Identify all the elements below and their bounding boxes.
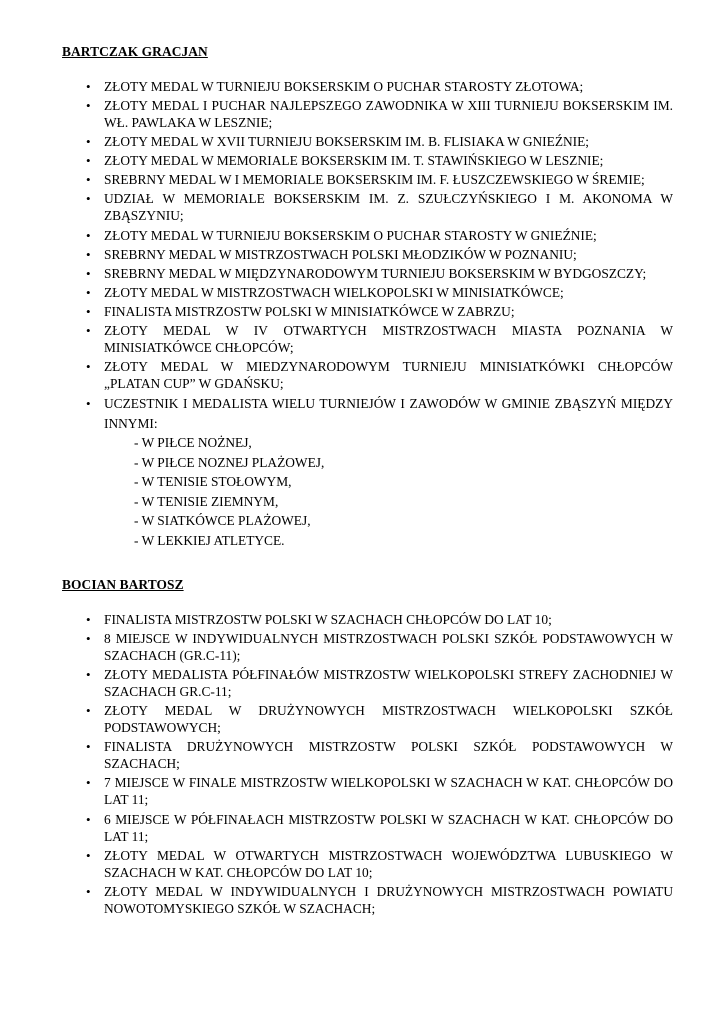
- section-heading: BARTCZAK GRACJAN: [62, 44, 208, 59]
- list-item: • ZŁOTY MEDAL I PUCHAR NAJLEPSZEGO ZAWODNIKA W XIII TURNIEJU BOKSERSKIM IM. WŁ. PAWLAKA W LESZNIE;: [86, 98, 673, 131]
- bullet-icon: •: [86, 883, 91, 899]
- list-item: • FINALISTA MISTRZOSTW POLSKI W SZACHACH CHŁOPCÓW DO LAT 10;: [86, 612, 552, 627]
- list-item: • ZŁOTY MEDAL W OTWARTYCH MISTRZOSTWACH WOJEWÓDZTWA LUBUSKIEGO W SZACHACH W KAT. CHŁOPCÓW DO LAT 10;: [86, 847, 673, 880]
- list-item: • ZŁOTY MEDAL W IV OTWARTYCH MISTRZOSTWACH MIASTA POZNANIA W MINISIATKÓWCE CHŁOPCÓW;: [86, 323, 673, 356]
- list-item: • ZŁOTY MEDAL W MIEDZYNARODOWYM TURNIEJU MINISIATKÓWKI CHŁOPCÓW „PLATAN CUP” W GDAŃSKU;: [86, 359, 673, 392]
- bullet-icon: •: [86, 847, 91, 863]
- list-item: • 6 MIEJSCE W PÓŁFINAŁACH MISTRZOSTW POLSKI W SZACHACH W KAT. CHŁOPCÓW DO LAT 11;: [86, 811, 673, 844]
- bullet-icon: •: [86, 134, 91, 150]
- list-item: • UDZIAŁ W MEMORIALE BOKSERSKIM IM. Z. SZUŁCZYŃSKIEGO I M. AKONOMA W ZBĄSZYNIU;: [86, 191, 673, 224]
- bullet-icon: •: [86, 775, 91, 791]
- list-item: • ZŁOTY MEDAL W XVII TURNIEJU BOKSERSKIM IM. B. FLISIAKA W GNIEŹNIE;: [86, 134, 590, 150]
- bullet-icon: •: [86, 265, 91, 281]
- sub-list-item: - W TENISIE ZIEMNYM,: [134, 493, 279, 509]
- bullet-icon: •: [86, 631, 91, 647]
- bullet-icon: •: [86, 191, 91, 207]
- bullet-icon: •: [86, 359, 91, 375]
- list-item: • 7 MIEJSCE W FINALE MISTRZOSTW WIELKOPOLSKI W SZACHACH W KAT. CHŁOPCÓW DO LAT 11;: [86, 775, 673, 808]
- list-item: • SREBRNY MEDAL W MIĘDZYNARODOWYM TURNIEJU BOKSERSKIM W BYDGOSZCZY;: [86, 265, 647, 281]
- list-item: • SREBRNY MEDAL W MISTRZOSTWACH POLSKI MŁODZIKÓW W POZNANIU;: [86, 246, 577, 262]
- bullet-icon: •: [86, 227, 91, 243]
- bullet-icon: •: [86, 396, 91, 412]
- list-item: • ZŁOTY MEDAL W MEMORIALE BOKSERSKIM IM. T. STAWIŃSKIEGO W LESZNIE;: [86, 153, 604, 169]
- sub-list: [104, 433, 673, 550]
- achievement-list: [0, 611, 725, 919]
- list-item: • 8 MIEJSCE W INDYWIDUALNYCH MISTRZOSTWACH POLSKI SZKÓŁ PODSTAWOWYCH W SZACHACH (GR.C-11);: [86, 631, 673, 664]
- list-item: • SREBRNY MEDAL W I MEMORIALE BOKSERSKIM IM. F. ŁUSZCZEWSKIEGO W ŚREMIE;: [86, 172, 645, 188]
- sub-list-item: - W PIŁCE NOZNEJ PLAŻOWEJ,: [134, 454, 325, 470]
- sub-list-item: - W PIŁCE NOŻNEJ,: [134, 435, 252, 451]
- list-item: • UCZESTNIK I MEDALISTA WIELU TURNIEJÓW I ZAWODÓW W GMINIE ZBĄSZYŃ MIĘDZY INNYMI: - W PIŁCE NOŻNEJ, - W PIŁCE NOZNEJ PLAŻOWEJ, - W TENISIE STOŁOWYM, - W TENISIE ZIEMNYM, - W SIATKÓWCE PLAŻOWEJ, - W LEKKIEJ ATLETYCE.: [0, 394, 725, 550]
- list-item: • ZŁOTY MEDAL W TURNIEJU BOKSERSKIM O PUCHAR STAROSTY ZŁOTOWA;: [86, 79, 584, 94]
- list-item: • FINALISTA DRUŻYNOWYCH MISTRZOSTW POLSKI SZKÓŁ PODSTAWOWYCH W SZACHACH;: [86, 739, 673, 772]
- bullet-icon: •: [86, 172, 91, 188]
- bullet-icon: •: [86, 739, 91, 755]
- bullet-icon: •: [86, 246, 91, 262]
- bullet-icon: •: [86, 303, 91, 319]
- bullet-icon: •: [86, 153, 91, 169]
- list-item: • ZŁOTY MEDAL W DRUŻYNOWYCH MISTRZOSTWACH WIELKOPOLSKI SZKÓŁ PODSTAWOWYCH;: [86, 703, 673, 736]
- achievement-list: [0, 78, 725, 552]
- sub-list-item: - W SIATKÓWCE PLAŻOWEJ,: [134, 513, 311, 529]
- list-item: • ZŁOTY MEDAL W INDYWIDUALNYCH I DRUŻYNOWYCH MISTRZOSTWACH POWIATU NOWOTOMYSKIEGO SZKÓŁ W SZACHACH;: [86, 883, 673, 916]
- list-item: • ZŁOTY MEDAL W TURNIEJU BOKSERSKIM O PUCHAR STAROSTY W GNIEŹNIE;: [86, 227, 597, 243]
- section-heading: BOCIAN BARTOSZ: [62, 577, 184, 592]
- bullet-icon: •: [86, 79, 91, 94]
- sub-list-item: - W LEKKIEJ ATLETYCE.: [134, 532, 285, 548]
- bullet-icon: •: [86, 667, 91, 683]
- bullet-icon: •: [86, 703, 91, 719]
- list-item: • ZŁOTY MEDALISTA PÓŁFINAŁÓW MISTRZOSTW WIELKOPOLSKI STREFY ZACHODNIEJ W SZACHACH GR.C-11;: [86, 667, 673, 700]
- list-item: • ZŁOTY MEDAL W MISTRZOSTWACH WIELKOPOLSKI W MINISIATKÓWCE;: [86, 284, 564, 300]
- list-item: • FINALISTA MISTRZOSTW POLSKI W MINISIATKÓWCE W ZABRZU;: [86, 303, 515, 319]
- bullet-icon: •: [86, 323, 91, 339]
- sub-list-item: - W TENISIE STOŁOWYM,: [134, 474, 292, 490]
- bullet-icon: •: [86, 284, 91, 300]
- bullet-icon: •: [86, 98, 91, 114]
- bullet-icon: •: [86, 612, 91, 627]
- bullet-icon: •: [86, 811, 91, 827]
